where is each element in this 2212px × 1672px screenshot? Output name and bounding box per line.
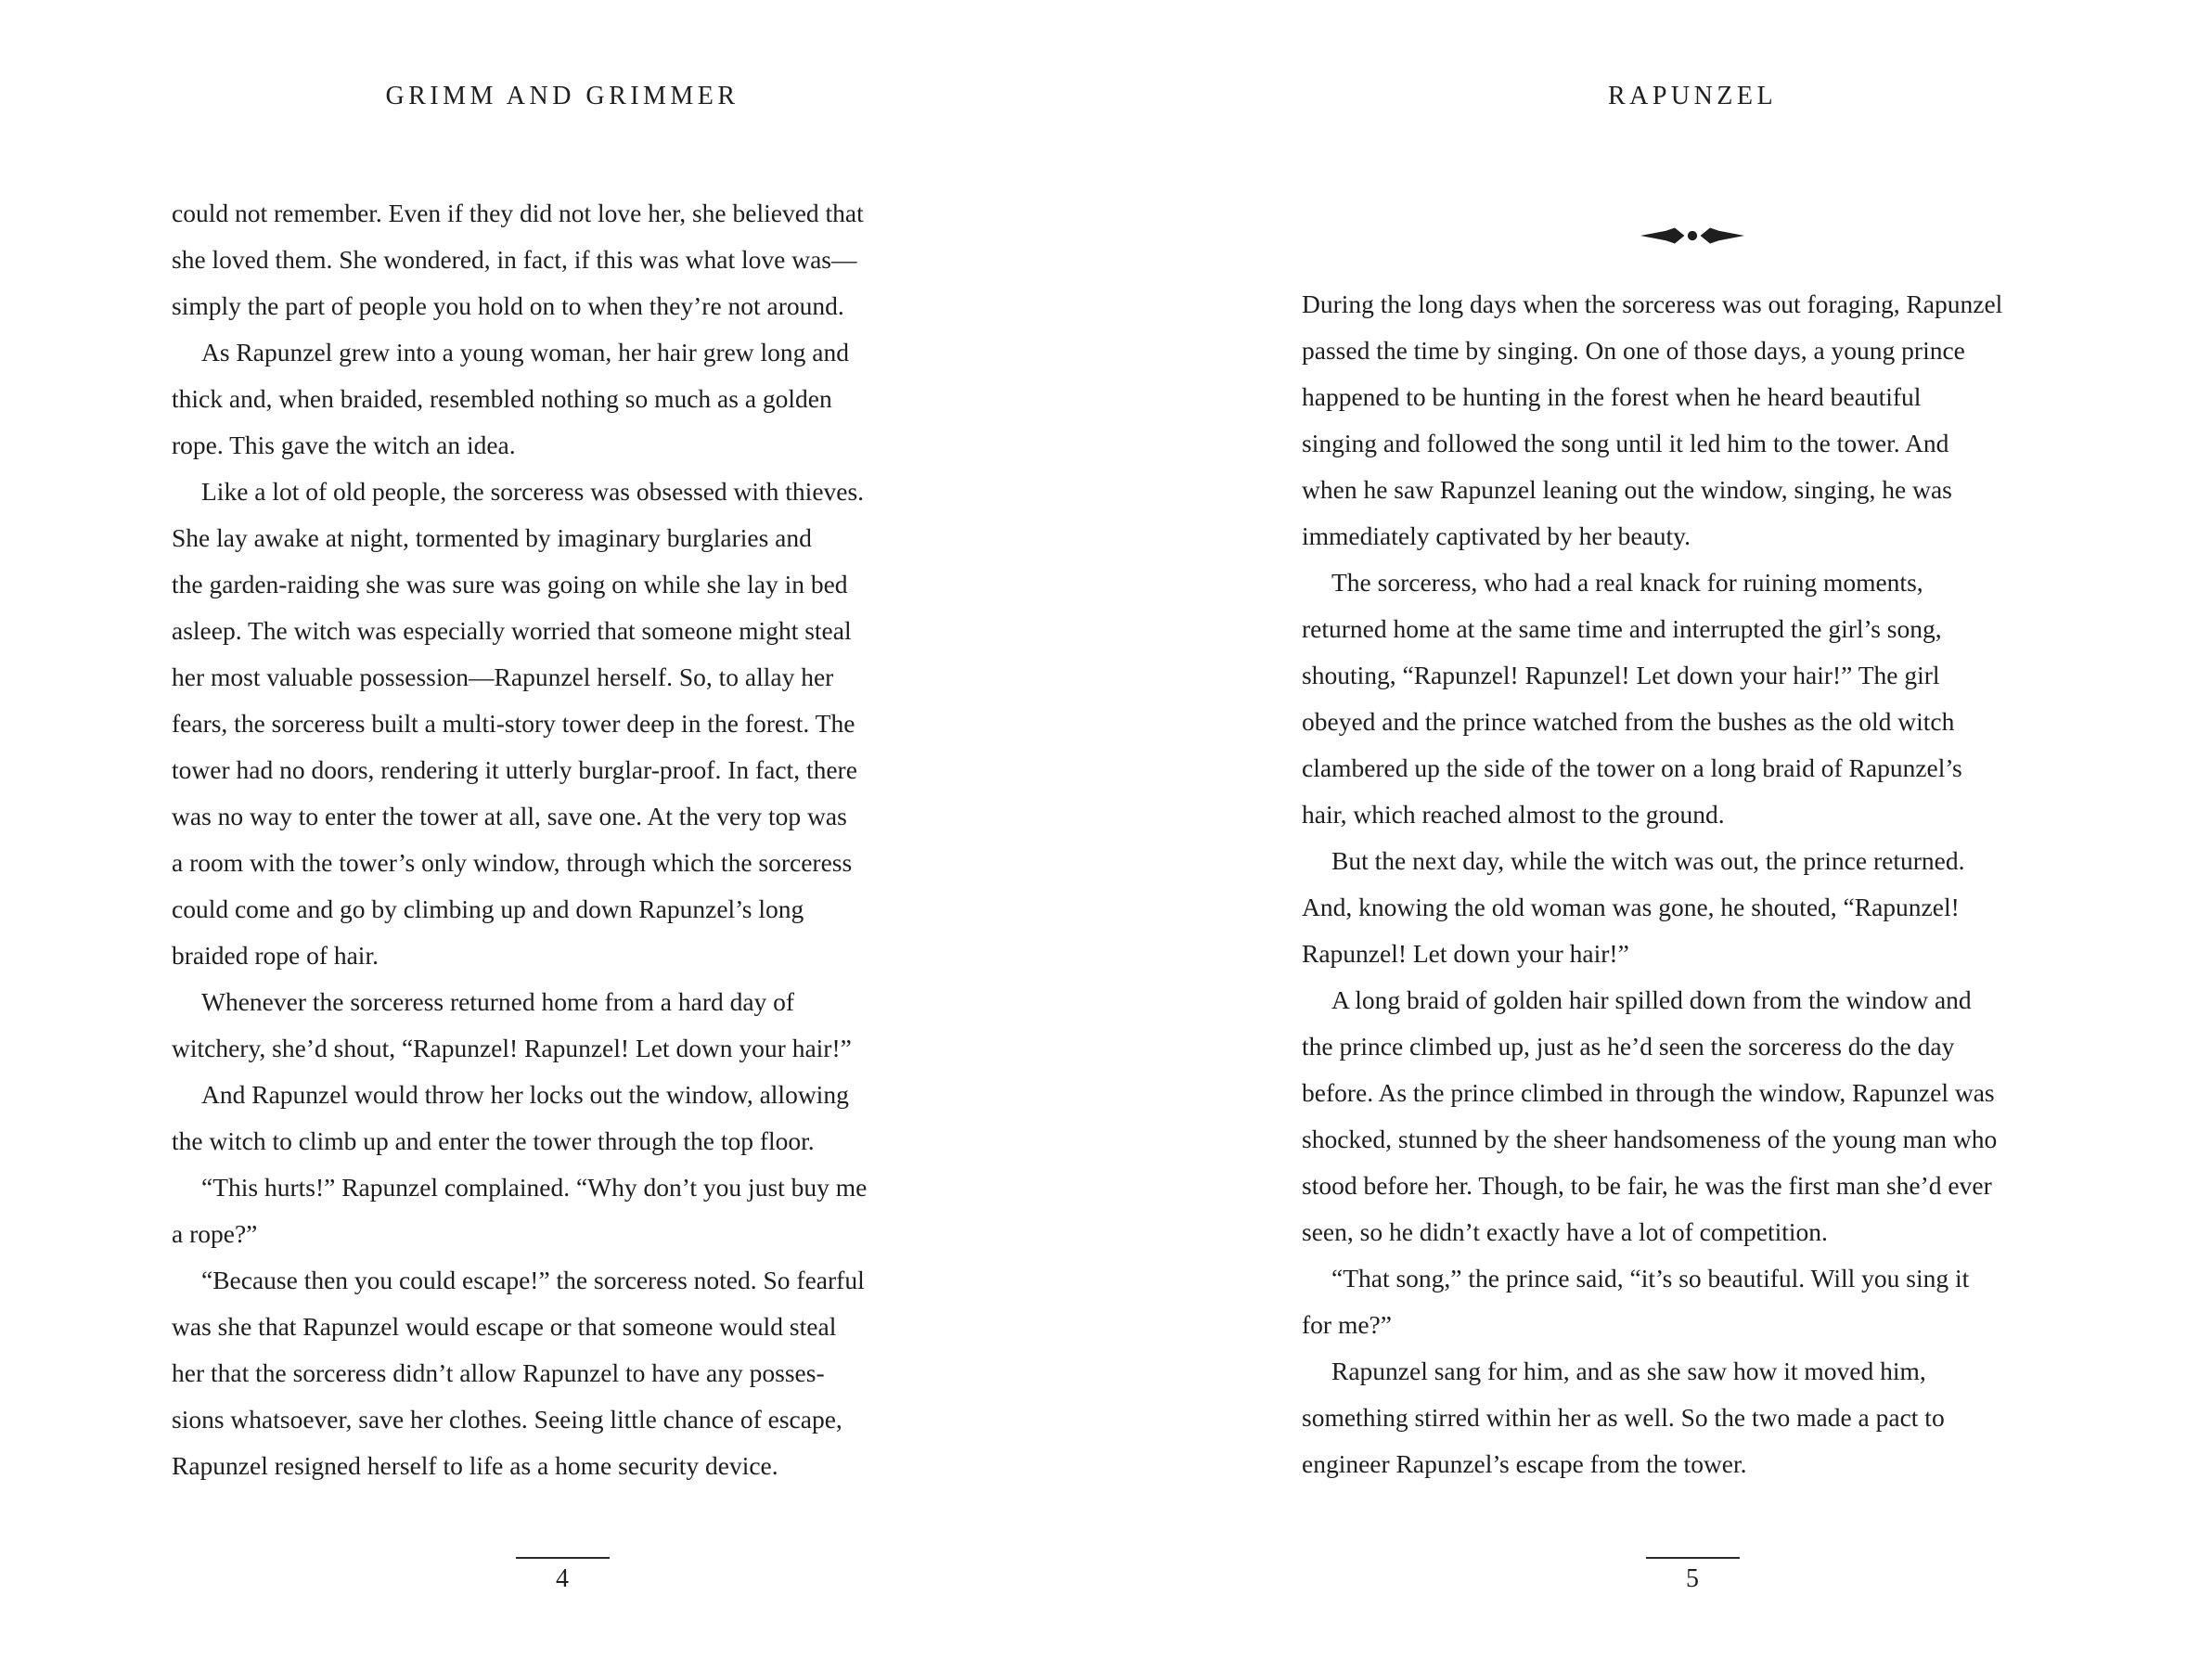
text-line: She lay awake at night, tormented by imaginary burglaries and [172,523,812,552]
left-footer [172,1557,953,1593]
text-line: a rope?” [172,1219,258,1248]
right-page-number: 5 [1686,1564,1699,1593]
text-line: hair, which reached almost to the ground. [1302,800,1725,829]
right-footer [1302,1557,2083,1593]
text-line: Rapunzel sang for him, and as she saw how it moved him, [1331,1357,1926,1385]
left-running-head: GRIMM AND GRIMMER [385,82,739,110]
text-line: braided rope of hair. [172,941,379,970]
text-line: she loved them. She wondered, in fact, if this was what love was— [172,245,857,274]
text-line: “That song,” the prince said, “it’s so beautiful. Will you sing it [1331,1264,1970,1293]
text-line: fears, the sorceress built a multi-story tower deep in the forest. The [172,709,855,738]
text-line: “Because then you could escape!” the sorceress noted. So fearful [201,1266,865,1294]
text-line: Whenever the sorceress returned home from a hard day of [201,987,795,1016]
text-line: sions whatsoever, save her clothes. Seeing little chance of escape, [172,1405,842,1434]
text-line: passed the time by singing. On one of those days, a young prince [1302,336,1965,365]
text-line: the prince climbed up, just as he’d seen the sorceress do the day [1302,1032,1955,1061]
text-line: And Rapunzel would throw her locks out the window, allowing [201,1080,849,1109]
text-line: engineer Rapunzel’s escape from the tower. [1302,1449,1747,1478]
text-line: witchery, she’d shout, “Rapunzel! Rapunzel! Let down your hair!” [172,1034,852,1062]
text-line: before. As the prince climbed in through the window, Rapunzel was [1302,1078,1995,1107]
text-line: the witch to climb up and enter the tower through the top floor. [172,1126,815,1155]
text-line: the garden-raiding she was sure was going on while she lay in bed [172,570,848,598]
text-line: her most valuable possession—Rapunzel herself. So, to allay her [172,662,834,691]
text-line: rope. This gave the witch an idea. [172,431,516,459]
text-line: her that the sorceress didn’t allow Rapunzel to have any posses- [172,1358,825,1387]
text-line: could come and go by climbing up and down Rapunzel’s long [172,894,804,923]
text-line: During the long days when the sorceress was out foraging, Rapunzel [1302,289,2003,318]
left-text-column [172,190,1007,1489]
right-running-head: RAPUNZEL [1607,82,1778,110]
text-line: simply the part of people you hold on to when they’re not around. [172,291,844,320]
text-line: seen, so he didn’t exactly have a lot of competition. [1302,1217,1828,1246]
right-footer-rule [1646,1557,1740,1559]
text-line: But the next day, while the witch was out, the prince returned. [1331,846,1965,875]
text-line: when he saw Rapunzel leaning out the window, singing, he was [1302,475,1952,504]
text-line: As Rapunzel grew into a young woman, her hair grew long and [201,338,850,367]
text-line: clambered up the side of the tower on a long braid of Rapunzel’s [1302,753,1962,782]
text-line: thick and, when braided, resembled nothing so much as a golden [172,384,832,413]
text-line: shouting, “Rapunzel! Rapunzel! Let down your hair!” The girl [1302,661,1940,689]
text-line: shocked, stunned by the sheer handsomeness of the young man who [1302,1125,1998,1153]
text-line: asleep. The witch was especially worried that someone might steal [172,616,852,645]
text-line: The sorceress, who had a real knack for ruining moments, [1331,568,1923,597]
right-text-column [1302,281,2137,1487]
text-line: immediately captivated by her beauty. [1302,521,1691,550]
text-line: Rapunzel! Let down your hair!” [1302,939,1629,968]
text-line: a room with the tower’s only window, through which the sorceress [172,848,853,877]
scene-break-ornament-glyph [1640,225,1745,247]
text-line: stood before her. Though, to be fair, he was the first man she’d ever [1302,1171,1992,1200]
text-line: “This hurts!” Rapunzel complained. “Why don’t you just buy me [201,1173,868,1202]
text-line: happened to be hunting in the forest when he heard beautiful [1302,382,1922,411]
text-line: singing and followed the song until it led him to the tower. And [1302,429,1949,457]
text-line: Like a lot of old people, the sorceress was obsessed with thieves. [201,477,865,506]
left-footer-rule [516,1557,610,1559]
text-line: returned home at the same time and interrupted the girl’s song, [1302,614,1942,643]
text-line: Rapunzel resigned herself to life as a home security device. [172,1451,778,1480]
left-page-number: 4 [556,1564,569,1593]
text-line: And, knowing the old woman was gone, he shouted, “Rapunzel! [1302,893,1960,921]
text-line: obeyed and the prince watched from the bushes as the old witch [1302,707,1955,736]
text-line: was no way to enter the tower at all, save one. At the very top was [172,802,847,830]
scene-break-ornament [1302,225,2083,247]
text-line: something stirred within her as well. So the two made a pact to [1302,1403,1945,1432]
text-line: A long braid of golden hair spilled down from the window and [1331,985,1972,1014]
text-line: for me?” [1302,1310,1392,1339]
text-line: could not remember. Even if they did not love her, she believed that [172,199,864,227]
text-line: was she that Rapunzel would escape or that someone would steal [172,1312,837,1341]
text-line: tower had no doors, rendering it utterly burglar-proof. In fact, there [172,755,857,784]
